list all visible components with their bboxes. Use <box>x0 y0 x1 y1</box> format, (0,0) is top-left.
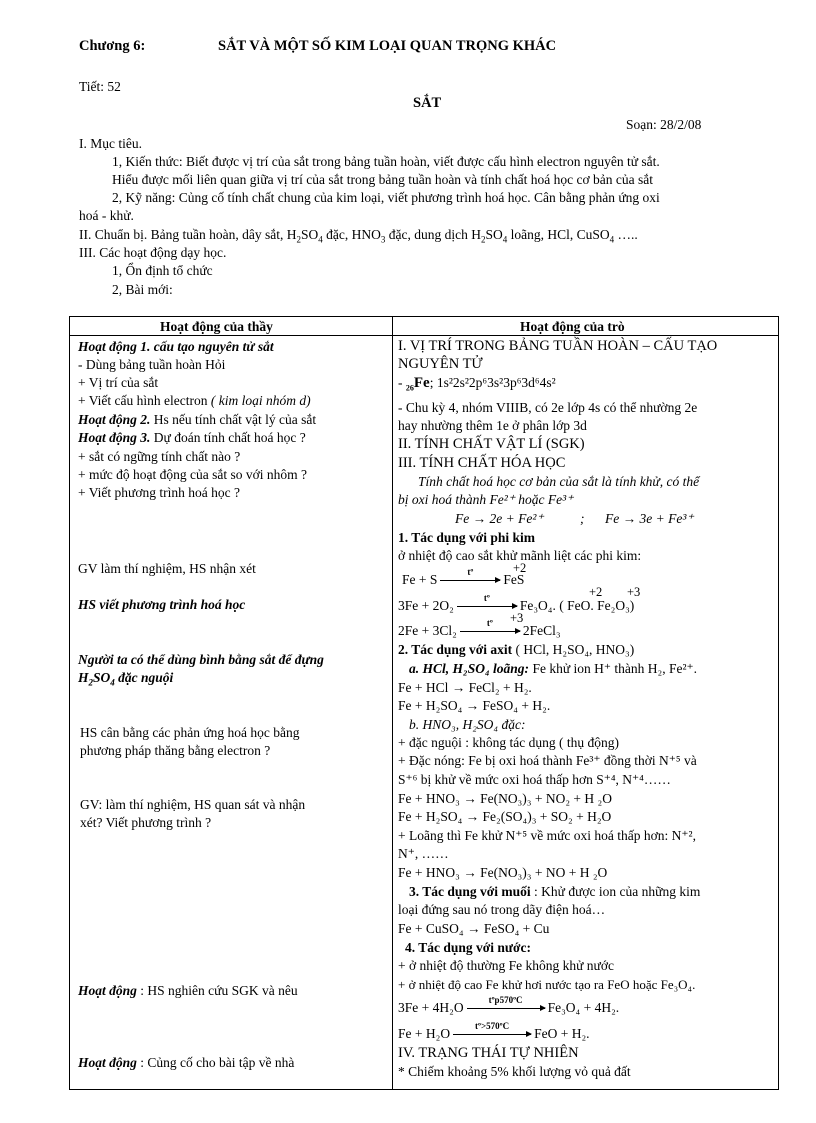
reaction-acid-title: 2. Tác dụng với axit ( HCl, H₂SO₄, HNO₃) <box>398 642 635 657</box>
water-high-temp: + ở nhiệt độ cao Fe khử hơi nước tạo ra FeO hoặc Fe₃O₄. <box>398 977 696 992</box>
ox-state-fecl3: +3 <box>510 611 524 625</box>
page-title: SẮT <box>413 95 442 111</box>
student-write-equation: HS viết phương trình hoá học <box>78 597 246 612</box>
table-head-teacher: Hoạt động của thầy <box>160 319 273 334</box>
chapter-title: SẮT VÀ MỘT SỐ KIM LOẠI QUAN TRỌNG KHÁC <box>218 38 557 54</box>
reaction-water-title: 4. Tác dụng với nước: <box>405 940 531 955</box>
date-label: Soạn: 28/2/08 <box>626 117 702 132</box>
chem-property-2: bị oxi hoá thành Fe²⁺ hoặc Fe³⁺ <box>398 492 574 507</box>
reaction-salt-desc: loại đứng sau nó trong dãy điện hoá… <box>398 902 606 917</box>
objectives-heading: I. Mục tiêu. <box>79 136 142 151</box>
equation-fe-h2so4: Fe + H₂SO₄ → FeSO₄ + H₂. <box>398 698 551 713</box>
activity-1-title: Hoạt động 1. cấu tạo nguyên tử sắt <box>78 339 274 354</box>
equation-fe-s: Fe + S tº FeS <box>402 567 525 587</box>
activity-3-question-3: + Viết phương trình hoá học ? <box>78 485 240 500</box>
conc-cold: + đặc nguội : không tác dụng ( thụ động) <box>398 735 619 750</box>
activity-1-line-1: - Dùng bảng tuần hoàn Hỏi <box>78 357 226 372</box>
equation-fe-cuso4: Fe + CuSO₄ → FeSO₄ + Cu <box>398 921 550 936</box>
equation-fe-h2o-high: Fe + H₂O tº>570ºC FeO + H₂. <box>398 1021 590 1041</box>
reaction-nonmetal-desc: ở nhiệt độ cao sắt khử mãnh liệt các phi kim: <box>398 548 642 563</box>
activity-2-line: Hoạt động 2. Hs nếu tính chất vật lý của sắt <box>78 412 317 427</box>
dilute-note-1: + Loãng thì Fe khử N⁺⁵ về mức oxi hoá thấp hơn: N⁺², <box>398 828 696 843</box>
oxidation-sep: ; <box>580 511 585 526</box>
equation-fe-hcl: Fe + HCl → FeCl₂ + H₂. <box>398 680 532 695</box>
preparation-line: II. Chuẩn bị. Bảng tuần hoàn, dây sắt, $H_2SO_4$ đặc, $HNO_3$ đặc, dung dịch $H_2SO_4$ loãng, HCl, CuSO$_4$ ….. <box>79 227 638 245</box>
activity-1-line-2: + Vị trí của sắt <box>78 375 159 390</box>
section-2-title: II. TÍNH CHẤT VẬT LÍ (SGK) <box>398 436 585 452</box>
ox-state-feo: +2 <box>589 585 603 599</box>
activity-3-question-2: + mức độ hoạt động của sắt so với nhôm ? <box>78 467 308 482</box>
equation-fe-cl2: 2Fe + 3Cl₂ tº 2FeCl₃ <box>398 618 561 638</box>
activity-4-line: Hoạt động : HS nghiên cứu SGK và nêu <box>78 983 298 998</box>
activity-5-line: Hoạt động : Củng cố cho bài tập về nhà <box>78 1055 295 1070</box>
section-4-title: IV. TRẠNG THÁI TỰ NHIÊN <box>398 1045 579 1061</box>
activity-1-line-3: + Viết cấu hình electron ( kim loại nhóm d) <box>78 393 311 408</box>
section-1-title-cont: NGUYÊN TỬ <box>398 356 483 372</box>
period-group-1: - Chu kỳ 4, nhóm VIIIB, có 2e lớp 4s có thể nhường 2e <box>398 400 698 415</box>
objectives-knowledge-cont: Hiểu được mối liên quan giữa vị trí của sắt trong bảng tuần hoàn và tính chất hoá học cơ bản của sắt <box>112 172 654 187</box>
activities-step-2: 2, Bài mới: <box>112 282 173 297</box>
teacher-experiment-1: GV làm thí nghiệm, HS nhận xét <box>78 561 256 576</box>
balance-task-2: phương pháp thăng bằng electron ? <box>80 743 271 758</box>
water-normal-temp: + ở nhiệt độ thường Fe không khử nước <box>398 958 614 973</box>
teacher-experiment-2-cont: xét? Viết phương trình ? <box>80 815 212 830</box>
balance-task-1: HS cân bằng các phản ứng hoá học bằng <box>80 725 300 740</box>
activity-3-question-1: + sắt có ngững tính chất nào ? <box>78 449 241 464</box>
reaction-acid-dilute: a. HCl, H₂SO₄ loãng: Fe khử ion H⁺ thành H₂, Fe²⁺. <box>409 661 698 676</box>
ox-state-fe2o3: +3 <box>627 585 641 599</box>
table-head-student: Hoạt động của trò <box>520 319 625 334</box>
section-3-title: III. TÍNH CHẤT HÓA HỌC <box>398 455 566 471</box>
oxidation-eq-1: Fe → 2e + Fe²⁺ <box>455 511 544 526</box>
activities-step-1: 1, Ổn định tổ chức <box>112 263 213 278</box>
equation-fe-h2so4-conc: Fe + H₂SO₄ → Fe₂(SO₄)₃ + SO₂ + H₂O <box>398 809 612 824</box>
equation-fe-o2: 3Fe + 2O₂ tº Fe₃O₄. ( FeO. Fe₂O₃) <box>398 593 635 613</box>
conc-hot-1: + Đặc nóng: Fe bị oxi hoá thành Fe³⁺ đồng thời N⁺⁵ và <box>398 753 697 768</box>
activity-3-line: Hoạt động 3. Dự đoán tính chất hoá học ? <box>78 430 306 445</box>
equation-fe-h2o-low: 3Fe + 4H₂O tºp570ºC Fe₃O₄ + 4H₂. <box>398 995 620 1015</box>
objectives-knowledge: 1, Kiến thức: Biết được vị trí của sắt trong bảng tuần hoàn, viết được cấu hình electron nguyên tử sắt. <box>112 154 660 169</box>
iron-bottle-acid: $H_2SO_4$ đặc nguội <box>78 670 174 688</box>
chem-property-1: Tính chất hoá học cơ bản của sắt là tính khử, có thể <box>418 474 700 489</box>
equation-fe-hno3-dilute: Fe + HNO₃ → Fe(NO₃)₃ + NO + H ₂O <box>398 865 608 880</box>
chapter-label: Chương 6: <box>79 38 146 54</box>
table-divider <box>392 316 393 1090</box>
oxidation-eq-2: Fe → 3e + Fe³⁺ <box>605 511 694 526</box>
objectives-skills: 2, Kỹ năng: Củng cố tính chất chung của kim loại, viết phương trình hoá học. Cân bằng phản ứng oxi <box>112 190 660 205</box>
ox-state-fes: +2 <box>513 561 527 575</box>
lesson-number: Tiết: 52 <box>79 79 121 94</box>
objectives-skills-cont: hoá - khử. <box>79 208 134 223</box>
table-header-rule <box>69 335 779 336</box>
natural-state-note: * Chiếm khoảng 5% khối lượng vỏ quả đất <box>398 1064 631 1079</box>
dilute-note-2: N⁺, …… <box>398 846 449 861</box>
reaction-nonmetal-title: 1. Tác dụng với phi kim <box>398 530 536 545</box>
conc-hot-2: S⁺⁶ bị khử về mức oxi hoá thấp hơn S⁺⁴, N⁺⁴…… <box>398 772 671 787</box>
equation-fe-hno3-conc: Fe + HNO₃ → Fe(NO₃)₃ + NO₂ + H ₂O <box>398 791 612 806</box>
iron-electron-config: - $_{26}$Fe; 1s²2s²2p⁶3s²3p⁶3d⁶4s² <box>398 375 556 393</box>
activities-heading: III. Các hoạt động dạy học. <box>79 245 227 260</box>
reaction-salt-title: 3. Tác dụng với muối : Khử được ion của những kim <box>409 884 701 899</box>
period-group-2: hay nhường thêm 1e ở phân lớp 3d <box>398 418 587 433</box>
teacher-experiment-2: GV: làm thí nghiệm, HS quan sát và nhận <box>80 797 306 812</box>
section-1-title: I. VỊ TRÍ TRONG BẢNG TUẦN HOÀN – CẤU TẠO <box>398 338 718 354</box>
iron-bottle-question: Người ta có thể dùng bình bằng sắt để đựng <box>78 652 324 667</box>
reaction-acid-conc: b. HNO₃, H₂SO₄ đặc: <box>409 717 526 732</box>
